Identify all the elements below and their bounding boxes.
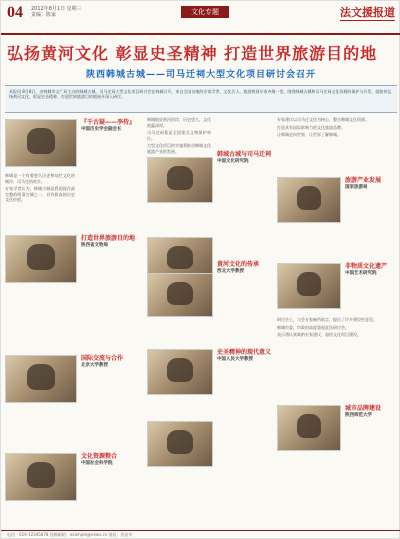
- lead-paragraph-box: [5, 85, 397, 113]
- page-footer: 电话：029-12345678 投稿邮箱：example@news.cn 地址：西安市: [1, 530, 400, 538]
- caption-title: 史圣精神的现代意义: [217, 349, 272, 356]
- portrait-photo: [147, 157, 213, 203]
- caption-title: 黄河文化的传承: [217, 261, 260, 268]
- paper-name: 法文援报道: [340, 6, 395, 19]
- paragraph: 韩城是一个有着悠久历史和灿烂文化的城市，司马迁的故乡。: [5, 173, 75, 184]
- lead-paragraph: 本报讯 8月8日，由韩城市文广局主办的韩城古城、司马迁祠大型文化项目研讨会在韩城召开。来自全国各地的专家学者、文化名人、旅游规划专家齐聚一堂，围绕韩城古城和司马迁祠文化资源的保护与开发，就如何弘扬黄河文化、彰显史圣精神、打造世界旅游目的地展开深入研讨。: [9, 89, 392, 99]
- caption-title: 打造世界旅游目的地: [81, 235, 136, 242]
- caption-title: 旅游产业发展: [345, 177, 382, 184]
- caption-subtitle: 北京大学教授: [81, 363, 108, 368]
- date-text: 2012年8月1日 星期三: [31, 6, 82, 12]
- paragraph: 让韩城走向世界，让世界了解韩城。: [277, 132, 341, 137]
- caption-title: 城市品牌建设: [345, 405, 382, 412]
- masthead: [1, 1, 400, 35]
- paragraph: 专家建议以司马迁文化为核心，整合韩城文化资源。: [277, 117, 369, 122]
- page-number: 04: [7, 4, 23, 21]
- article-column-2: [147, 117, 211, 156]
- main-headline: 弘扬黄河文化 彰显史圣精神 打造世界旅游目的地: [7, 44, 378, 63]
- editor-text: 责编：陈家: [31, 12, 57, 18]
- caption-title: 韩城古城与司马迁祠: [217, 151, 272, 158]
- caption-subtitle: 中国文化研究院: [217, 159, 249, 164]
- sub-headline: 陕西韩城古城——司马迁祠大型文化项目研讨会召开: [85, 70, 316, 80]
- caption-subtitle: 陕西师范大学: [345, 413, 372, 418]
- caption-subtitle: 西北大学教授: [217, 269, 244, 274]
- article-column-1: [5, 173, 75, 205]
- caption-title: 『千古疑——李侍』: [81, 119, 136, 126]
- portrait-photo: [5, 453, 77, 501]
- paragraph: 研讨会上，与会专家畅所欲言，提出了许多建设性意见。: [277, 317, 377, 322]
- paragraph: 大型文化项目的实施将推动韩城文化旅游产业的发展。: [147, 143, 211, 154]
- portrait-photo: [277, 405, 341, 451]
- caption-subtitle: 中国社会科学院: [81, 461, 113, 466]
- caption-subtitle: 中国人民大学教授: [217, 357, 253, 362]
- portrait-photo: [277, 177, 341, 223]
- paragraph: 表示将认真吸纳专家建议，加快文化项目建设。: [277, 332, 361, 337]
- paragraph: 韩城市委、市政府高度重视此次研讨会。: [277, 324, 349, 330]
- caption-subtitle: 中国艺术研究院: [345, 271, 377, 276]
- paragraph: 专家学者认为，韩城古城是我国保存最完整的明清古城之一，具有极高的历史文化价值。: [5, 186, 75, 202]
- article-column-4: [277, 317, 397, 340]
- portrait-photo: [5, 119, 77, 167]
- date-line: [31, 6, 101, 18]
- paragraph: 打造具有国际影响力的文化旅游品牌。: [277, 124, 345, 130]
- caption-title: 国际交流与合作: [81, 355, 124, 362]
- portrait-photo: [5, 355, 77, 403]
- caption-subtitle: 国家旅游局: [345, 185, 368, 190]
- portrait-photo: [277, 263, 341, 309]
- caption-subtitle: 陕西省文物局: [81, 243, 108, 248]
- portrait-photo: [147, 421, 213, 467]
- caption-title: 非物质文化遗产: [345, 263, 388, 270]
- article-column-3: [277, 117, 397, 140]
- caption-title: 文化资源整合: [81, 453, 118, 460]
- caption-subtitle: 中国历史学会副会长: [81, 127, 122, 132]
- paragraph: 司马迁祠墓是全国重点文物保护单位。: [147, 130, 211, 141]
- portrait-photo: [147, 273, 213, 317]
- section-tag: 文化专题: [181, 6, 229, 18]
- portrait-photo: [147, 349, 213, 395]
- portrait-photo: [5, 235, 77, 283]
- paragraph: 韩城地处黄河西岸，历史悠久，文化底蕴深厚。: [147, 117, 211, 128]
